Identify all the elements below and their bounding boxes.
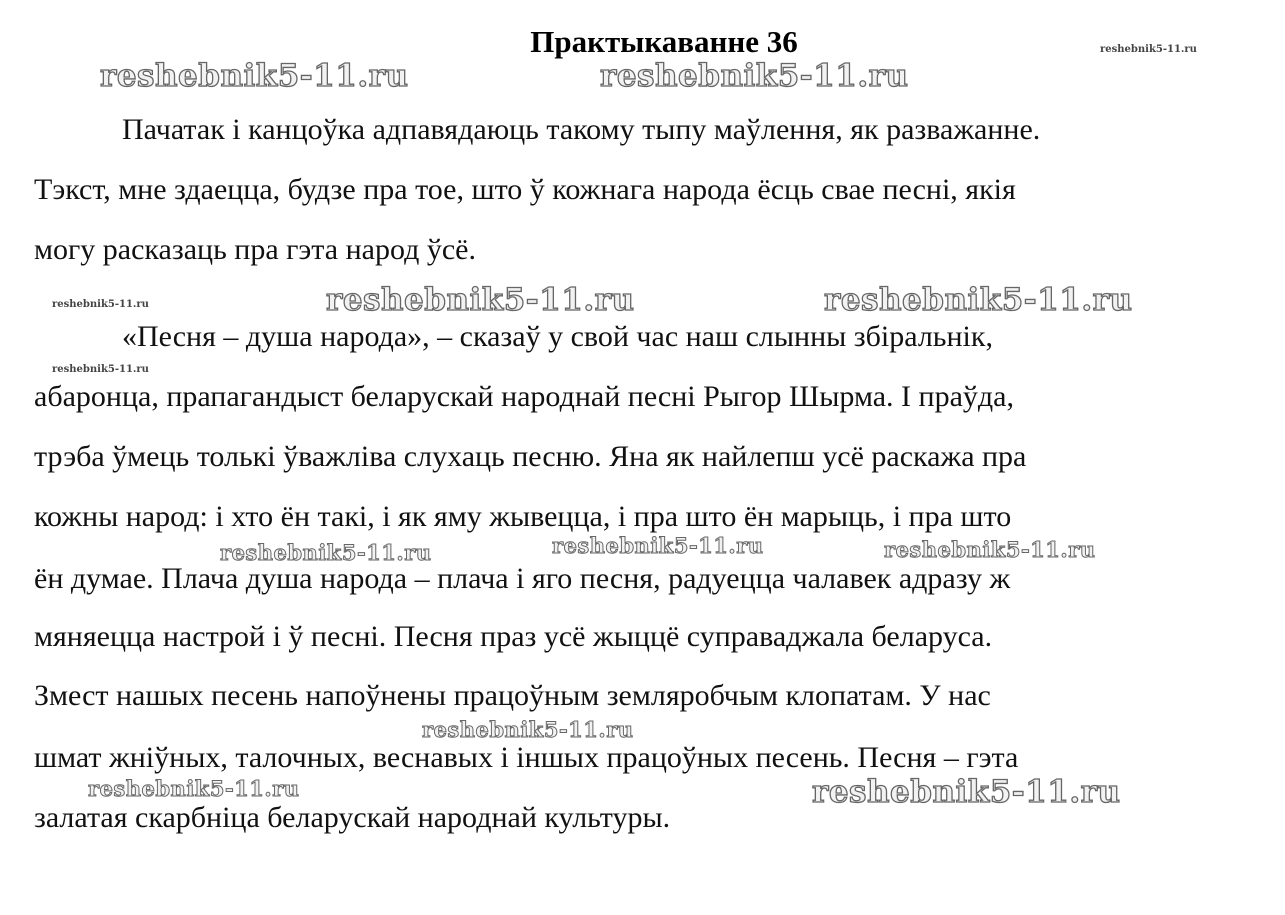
text-line: Тэкст, мне здаецца, будзе пра тое, што ў кожнага народа ёсць свае песні, якія (34, 173, 1016, 206)
watermark: reshebnik5-11.ru (326, 282, 635, 318)
text-line: «Песня – душа народа», – сказаў у свой час наш слынны збіральнік, (122, 320, 993, 353)
watermark: reshebnik5-11.ru (52, 364, 149, 375)
watermark: reshebnik5-11.ru (600, 58, 909, 94)
watermark: reshebnik5-11.ru (884, 537, 1096, 562)
watermark: reshebnik5-11.ru (100, 58, 409, 94)
text-line: абаронца, прапагандыст беларускай народнай песні Рыгор Шырма. І праўда, (34, 380, 1014, 413)
text-line: могу расказаць пра гэта народ ўсё. (34, 233, 477, 266)
watermark: reshebnik5-11.ru (422, 717, 634, 742)
text-line: Пачатак і канцоўка адпавядаюць такому тыпу маўлення, як разважанне. (122, 113, 1041, 146)
watermark: reshebnik5-11.ru (220, 540, 432, 565)
text-line: залатая скарбніца беларускай народнай культуры. (34, 801, 671, 834)
watermark: reshebnik5-11.ru (52, 299, 149, 310)
text-line: Змест нашых песень напоўнены працоўным земляробчым клопатам. У нас (34, 679, 991, 712)
text-line: шмат жніўных, талочных, веснавых і іншых працоўных песень. Песня – гэта (34, 741, 1019, 774)
text-line: кожны народ: і хто ён такі, і як яму жывецца, і пра што ён марыць, і пра што (34, 500, 1012, 533)
watermark: reshebnik5-11.ru (88, 776, 300, 801)
text-line: мяняецца настрой і ў песні. Песня праз усё жыццё суправаджала беларуса. (34, 620, 993, 653)
watermark: reshebnik5-11.ru (552, 533, 764, 558)
watermark: reshebnik5-11.ru (1100, 44, 1197, 55)
text-line: трэба ўмець толькі ўважліва слухаць песню. Яна як найлепш усё раскажа пра (34, 440, 1027, 473)
watermark: reshebnik5-11.ru (812, 774, 1121, 810)
watermark: reshebnik5-11.ru (824, 282, 1133, 318)
page-title: Практыкаванне 36 (530, 24, 798, 59)
text-line: ён думае. Плача душа народа – плача і яго песня, радуецца чалавек адразу ж (34, 562, 1011, 595)
